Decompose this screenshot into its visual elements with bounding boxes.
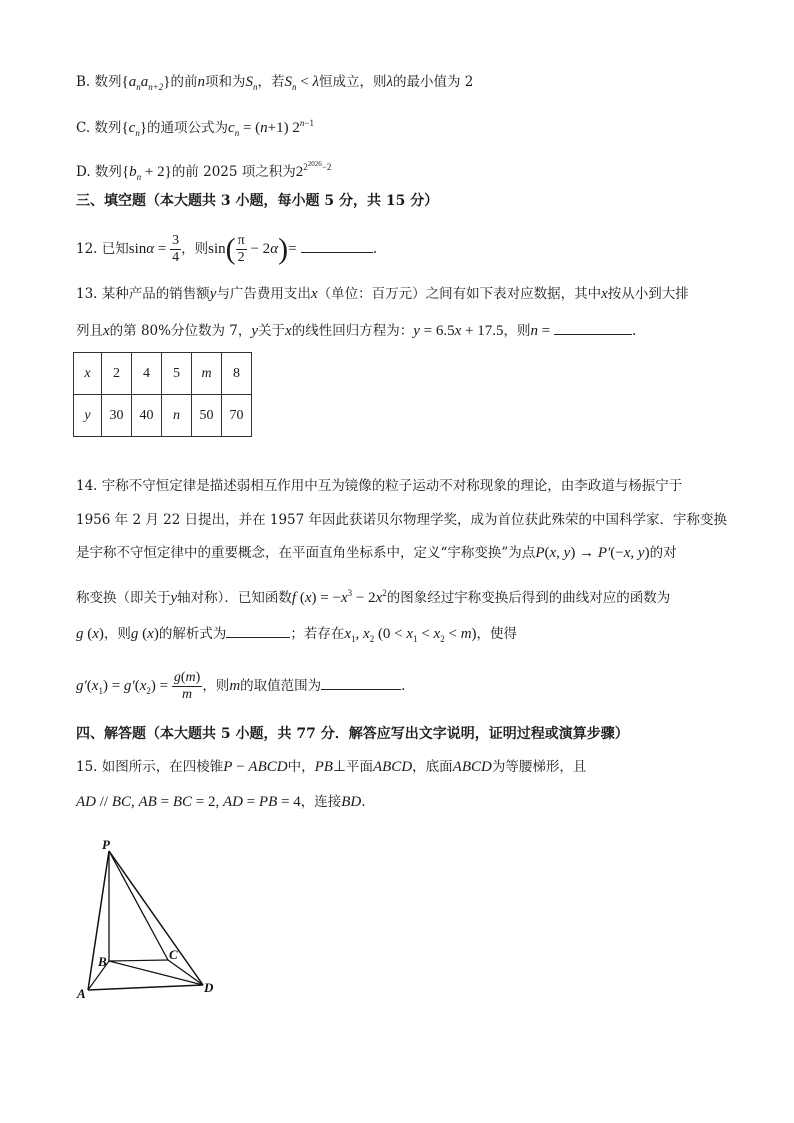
question-15-line-1: 15. 如图所示，在四棱锥P − ABCD中，PB⊥平面ABCD，底面ABCD为等腰梯形，且 [76,759,587,775]
question-14-text: 轴对称）．已知函数 [177,590,292,606]
question-15-text: . [361,794,366,810]
option-d-text: D. 数列 [76,164,122,180]
question-14-text: 的对 [649,545,677,561]
question-13-text: （单位：百万元）之间有如下表对应数据，其中 [317,286,602,302]
edge-cd [168,960,203,985]
answer-blank[interactable] [321,677,401,690]
table-cell: m [192,353,222,395]
edge-pa [88,851,109,990]
question-14-text: ；若存在 [290,626,345,642]
question-13-line-1: 13. 某种产品的销售额y与广告费用支出x（单位：百万元）之间有如下表对应数据，其中x按从小到大排 [76,286,689,302]
question-14-line-2: 1956 年 2 月 22 日提出，并在 1957 年因此获诺贝尔物理学奖，成为首位获此殊荣的中国科学家．宇称变换 [76,512,728,528]
question-13-text: 13. 某种产品的销售额 [76,286,210,302]
question-15-text: 15. 如图所示，在四棱锥 [76,759,224,775]
question-14-line-1: 14. 宇称不守恒定律是描述弱相互作用中互为镜像的粒子运动不对称现象的理论，由李政道与杨振宁于 [76,478,683,494]
edge-pc [109,851,168,960]
section-3-heading: 三、填空题（本大题共 3 小题，每小题 5 分，共 15 分） [76,193,439,209]
edge-ad [88,985,203,990]
answer-blank[interactable] [226,625,290,638]
table-cell: 50 [192,395,222,437]
question-14-text: 的解析式为 [158,626,227,642]
question-14-text: 是宇称不守恒定律中的重要概念，在平面直角坐标系中，定义“宇称变换”为点 [76,545,536,561]
question-15-text: 平面 [345,759,373,775]
question-14-line-5: g (x)，则g (x)的解析式为 ；若存在$x_1$, $x_2$ $(0 < x_1 < x_2 < m)$，使得 [76,626,518,644]
edge-bc [109,960,168,961]
question-14-text: 的取值范围为 [240,678,322,694]
question-15-line-2: AD // BC, AB = BC = 2, AD = PB = 4，连接BD. [76,794,366,810]
option-b-text: B. 数列 [76,74,122,90]
question-15-text: 为等腰梯形，且 [491,759,587,775]
label-c: C [169,947,178,962]
answer-blank[interactable] [301,240,373,253]
question-12: 12. 已知sinα = $\frac{3}{4}$ ，则sin( $\frac{\pi}{2}$ − 2α)= . [76,232,378,266]
question-12-text: = [288,241,297,257]
question-12-text: ，则 [181,241,209,257]
option-b-text: 的最小值为 2 [392,74,474,90]
data-table [73,352,252,437]
question-15-text: ，底面 [412,759,453,775]
question-14-line-6: $g'(x_1) = g'(x_2)$ = $\frac{g(m)}{m}$ ，则m的取值范围为 . [76,670,406,702]
question-15-text: ，连接 [300,794,342,810]
question-14-text: 的图象经过宇称变换后得到的曲线对应的函数为 [386,590,671,606]
question-13-text: 的线性回归方程为： [291,323,414,339]
question-15-text: 中， [287,759,315,775]
option-d: D. 数列$\{b_n + 2\}$的前 2025 项之积为$2^{2^{2026}-2}$ [76,160,332,182]
question-13-text: ，则 [503,323,531,339]
question-14-line-4: 称变换（即关于y轴对称）．已知函数f $(x) = -x^3 - 2x^2$的图象经过宇称变换后得到的曲线对应的函数为 [76,588,671,606]
question-14-text: ，则 [202,678,230,694]
option-b: B. 数列$\{a_na_{n+2}\}$的前n项和为$S_n$，若$S_n < \lambda$恒成立，则λ的最小值为 2 [76,74,474,92]
option-b-text: 的前 [170,74,198,90]
question-14-text: . [401,678,406,694]
table-cell: x [74,353,102,395]
table-cell: 8 [222,353,252,395]
table-cell: 5 [162,353,192,395]
option-c: C. 数列$\{c_n\}$的通项公式为$c_n = (n+1)$ $2^{n-1}$ [76,118,314,138]
question-13-text: 按从小到大排 [607,286,689,302]
question-13-text: 与广告费用支出 [216,286,311,302]
option-b-text: 项和为 [205,74,246,90]
option-d-text: 的前 2025 项之积为 [171,164,296,180]
question-13-text: 的第 80%分位数为 7， [109,323,252,339]
option-c-text: C. 数列 [76,120,122,136]
table-cell: 40 [132,395,162,437]
table-cell: 70 [222,395,252,437]
question-14-text: ，使得 [476,626,518,642]
option-c-text: 的通项公式为 [147,120,229,136]
question-13-text: 关于 [258,323,286,339]
question-14-line-3: 是宇称不守恒定律中的重要概念，在平面直角坐标系中，定义“宇称变换”为点P(x, y) → P′(−x, y)的对 [76,545,677,561]
label-a: A [77,986,86,1001]
question-13-text: 列且 [76,323,103,339]
table-cell: 30 [102,395,132,437]
answer-blank[interactable] [554,322,632,335]
table-cell: 2 [102,353,132,395]
question-14-text: ，则 [103,626,131,642]
label-p: P [102,838,110,852]
question-12-text: . [372,241,378,257]
question-13-text: . [631,323,637,339]
section-4-heading: 四、解答题（本大题共 5 小题，共 77 分．解答应写出文字说明，证明过程或演算步骤） [76,726,629,742]
table-cell: 4 [132,353,162,395]
table-cell: y [74,395,102,437]
question-14-text: 称变换（即关于 [76,590,171,606]
question-13-line-2: 列且x的第 80%分位数为 7，y关于x的线性回归方程为：y = 6.5x + 17.5，则n = . [76,323,637,339]
pyramid-figure [70,838,230,1008]
option-b-text: 恒成立，则 [318,74,387,90]
table-row [74,395,252,437]
table-row [74,353,252,395]
question-12-text: 12. 已知 [76,241,129,257]
option-b-text: ，若 [257,74,285,90]
table-cell: n [162,395,192,437]
label-d: D [204,980,214,995]
label-b: B [98,954,107,969]
